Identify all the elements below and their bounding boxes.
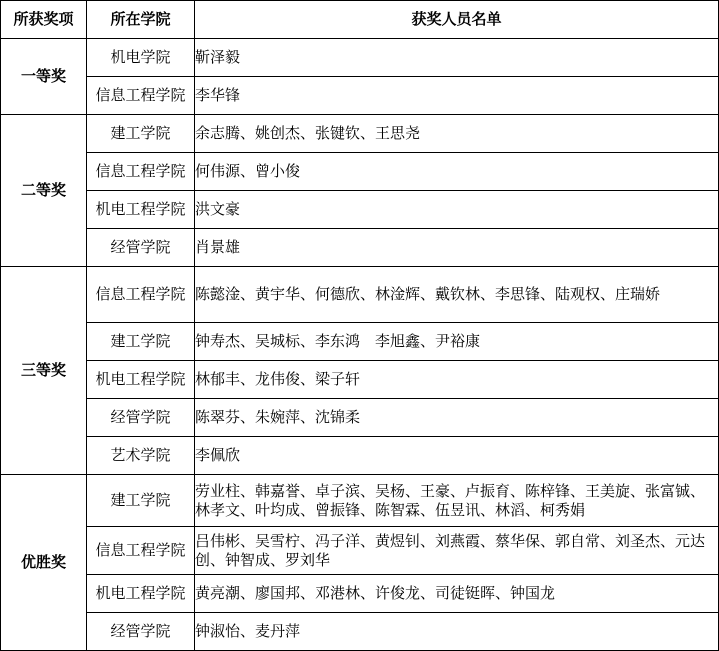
- winners-cell: 肖景雄: [195, 229, 719, 267]
- table-row: [1, 229, 719, 267]
- winners-cell: 劳业柱、韩嘉誉、卓子滨、吴杨、王豪、卢振育、陈梓锋、王美旋、张富铖、林孝文、叶均成、曾振锋、陈智霖、伍昱讯、林滔、柯秀娟: [195, 475, 719, 527]
- header-award: 所获奖项: [1, 1, 87, 39]
- college-cell: 机电学院: [87, 39, 195, 77]
- table-row: [1, 575, 719, 613]
- winners-cell: 陈翠芬、朱婉萍、沈锦柔: [195, 399, 719, 437]
- award-level-cell: 优胜奖: [1, 475, 87, 651]
- table-row: [1, 77, 719, 115]
- award-level-cell: 二等奖: [1, 115, 87, 267]
- table-row: [1, 115, 719, 153]
- header-names: 获奖人员名单: [195, 1, 719, 39]
- winners-cell: 林郁丰、龙伟俊、梁子轩: [195, 361, 719, 399]
- award-level-cell: 一等奖: [1, 39, 87, 115]
- table-row: [1, 475, 719, 527]
- table-row: [1, 267, 719, 323]
- winners-cell: 陈懿淦、黄宇华、何德欣、林淦辉、戴钦林、李思锋、陆观权、庄瑞娇: [195, 267, 719, 323]
- college-cell: 信息工程学院: [87, 153, 195, 191]
- table-row: [1, 323, 719, 361]
- table-row: [1, 399, 719, 437]
- college-cell: 建工学院: [87, 323, 195, 361]
- college-cell: 机电工程学院: [87, 191, 195, 229]
- table-row: [1, 613, 719, 651]
- college-cell: 信息工程学院: [87, 527, 195, 575]
- table-row: [1, 191, 719, 229]
- table-row: [1, 361, 719, 399]
- table-row: [1, 39, 719, 77]
- winners-cell: 李华锋: [195, 77, 719, 115]
- header-college: 所在学院: [87, 1, 195, 39]
- college-cell: 经管学院: [87, 229, 195, 267]
- winners-cell: 洪文豪: [195, 191, 719, 229]
- winners-cell: 钟寿杰、吴城标、李东鸿 李旭鑫、尹裕康: [195, 323, 719, 361]
- winners-cell: 靳泽毅: [195, 39, 719, 77]
- college-cell: 建工学院: [87, 475, 195, 527]
- college-cell: 信息工程学院: [87, 267, 195, 323]
- college-cell: 艺术学院: [87, 437, 195, 475]
- table-row: [1, 527, 719, 575]
- college-cell: 机电工程学院: [87, 361, 195, 399]
- college-cell: 经管学院: [87, 613, 195, 651]
- college-cell: 机电工程学院: [87, 575, 195, 613]
- winners-cell: 李佩欣: [195, 437, 719, 475]
- award-level-cell: 三等奖: [1, 267, 87, 475]
- college-cell: 建工学院: [87, 115, 195, 153]
- winners-cell: 何伟源、曾小俊: [195, 153, 719, 191]
- winners-cell: 钟淑怡、麦丹萍: [195, 613, 719, 651]
- table-row: [1, 437, 719, 475]
- winners-cell: 黄亮潮、廖国邦、邓港林、许俊龙、司徒铤晖、钟国龙: [195, 575, 719, 613]
- winners-cell: 吕伟彬、吴雪柠、冯子洋、黄煜钊、刘燕霞、蔡华保、郭自常、刘圣杰、元达创、钟智成、罗刘华: [195, 527, 719, 575]
- winners-cell: 余志腾、姚创杰、张键钦、王思尧: [195, 115, 719, 153]
- table-row: [1, 153, 719, 191]
- college-cell: 信息工程学院: [87, 77, 195, 115]
- college-cell: 经管学院: [87, 399, 195, 437]
- header-row: [1, 1, 719, 39]
